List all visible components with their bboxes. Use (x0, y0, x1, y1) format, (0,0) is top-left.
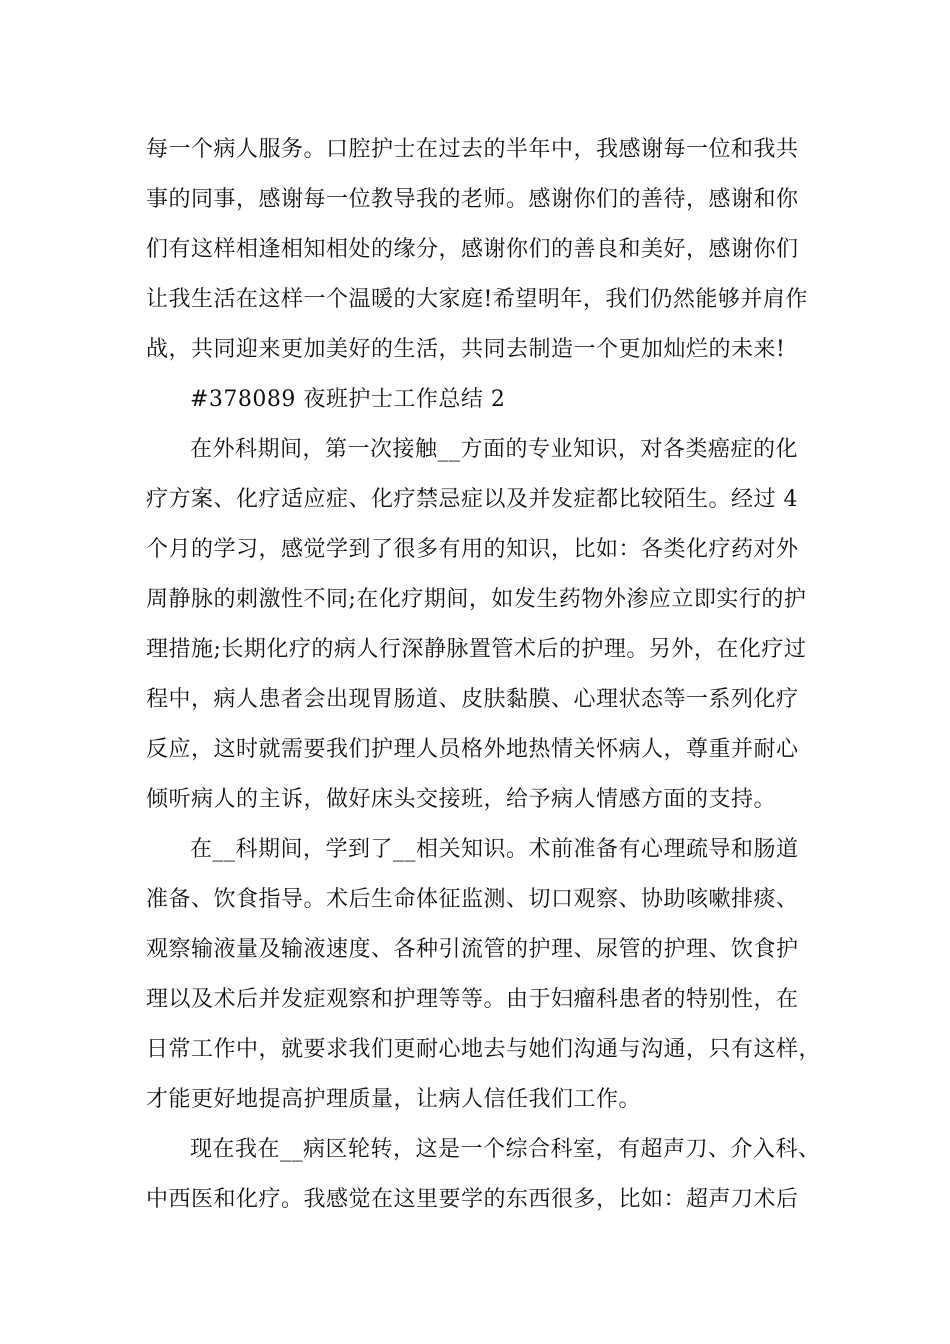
paragraph-3-line-1: 在__科期间，学到了__相关知识。术前准备有心理疏导和肠道 (190, 837, 799, 862)
paragraph-4-line-1: 现在我在__病区轮转，这是一个综合科室，有超声刀、介入科、 (190, 1137, 821, 1162)
paragraph-2-line-7: 反应，这时就需要我们护理人员格外地热情关怀病人，尊重并耐心 (146, 737, 799, 762)
paragraph-1-line-5: 战，共同迎来更加美好的生活，共同去制造一个更加灿烂的未来! (146, 337, 786, 362)
paragraph-1-line-4: 让我生活在这样一个温暖的大家庭!希望明年，我们仍然能够并肩作 (146, 287, 808, 312)
paragraph-2-line-3: 个月的学习，感觉学到了很多有用的知识，比如：各类化疗药对外 (146, 537, 799, 562)
paragraph-2-line-4: 周静脉的刺激性不同;在化疗期间，如发生药物外渗应立即实行的护 (146, 587, 807, 612)
paragraph-3-line-5: 日常工作中，就要求我们更耐心地去与她们沟通与沟通，只有这样， (146, 1037, 822, 1062)
section-heading: #378089 夜班护士工作总结 2 (190, 387, 506, 412)
paragraph-2-line-1: 在外科期间，第一次接触__方面的专业知识，对各类癌症的化 (190, 437, 799, 462)
paragraph-1-line-1: 每一个病人服务。口腔护士在过去的半年中，我感谢每一位和我共 (146, 137, 799, 162)
paragraph-3-line-2: 准备、饮食指导。术后生命体征监测、切口观察、协助咳嗽排痰、 (146, 887, 799, 912)
paragraph-2-line-6: 程中，病人患者会出现胃肠道、皮肤黏膜、心理状态等一系列化疗 (146, 687, 799, 712)
paragraph-3-line-3: 观察输液量及输液速度、各种引流管的护理、尿管的护理、饮食护 (146, 937, 799, 962)
paragraph-4-line-2: 中西医和化疗。我感觉在这里要学的东西很多，比如：超声刀术后 (146, 1187, 799, 1212)
paragraph-2-line-8: 倾听病人的主诉，做好床头交接班，给予病人情感方面的支持。 (146, 787, 777, 812)
paragraph-1-line-3: 们有这样相逢相知相处的缘分，感谢你们的善良和美好，感谢你们 (146, 237, 799, 262)
paragraph-3-line-6: 才能更好地提高护理质量，让病人信任我们工作。 (146, 1087, 642, 1112)
paragraph-3-line-4: 理以及术后并发症观察和护理等等。由于妇瘤科患者的特别性，在 (146, 987, 799, 1012)
paragraph-1-line-2: 事的同事，感谢每一位教导我的老师。感谢你们的善待，感谢和你 (146, 187, 799, 212)
paragraph-2-line-5: 理措施;长期化疗的病人行深静脉置管术后的护理。另外，在化疗过 (146, 637, 807, 662)
paragraph-2-line-2: 疗方案、化疗适应症、化疗禁忌症以及并发症都比较陌生。经过 4 (146, 487, 798, 512)
